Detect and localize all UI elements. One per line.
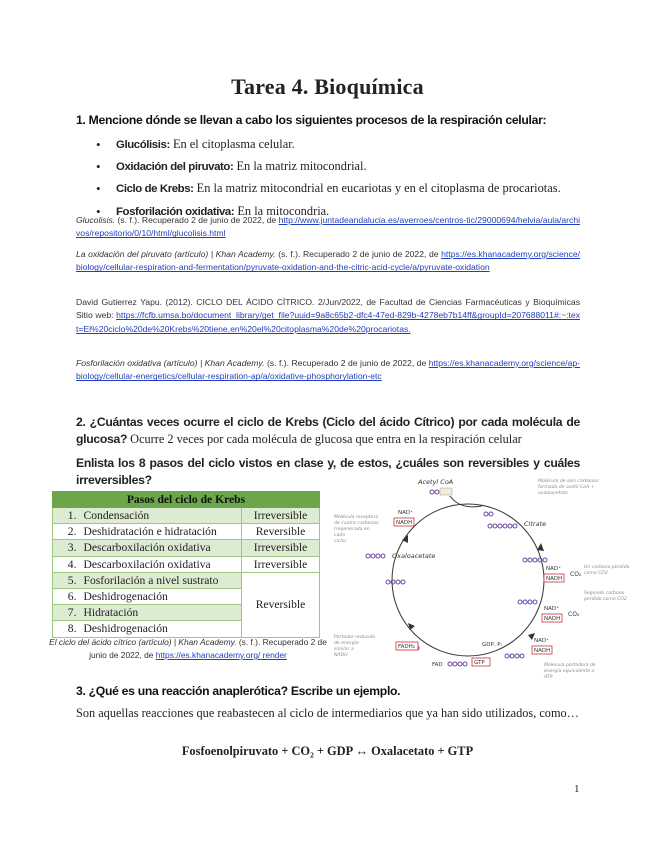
caption-body: (s. f.). Recuperado 2 de junio de 2022, de — [89, 637, 327, 660]
note-left-top-line: cada — [334, 533, 346, 538]
note-left-top-line: ciclo) — [334, 539, 347, 544]
question-1-heading: 1. Mencione dónde se llevan a cabo los siguientes procesos de la respiración celular: — [76, 113, 547, 127]
reference-glucolisis — [76, 214, 580, 241]
reference-title: Fosforilación oxidativa (artículo) | Khan Academy. — [76, 358, 265, 368]
citrate-label: Citrate — [524, 520, 547, 528]
step-name: Descarboxilación oxidativa — [81, 556, 242, 572]
reference-ciclo-acido-citrico — [76, 296, 580, 336]
step-name: Deshidratación e hidratación — [81, 524, 242, 540]
citrate-molecule — [488, 524, 517, 528]
nad-label-1: NAD⁺ — [546, 566, 562, 572]
oxaloacetate-label: Oxaloacetate — [392, 552, 436, 560]
reference-link[interactable]: https://es.khanacademy.org/science/ap-biology/cellular-energetics/cellular-respiration-ap/a/oxidative-phosphorylation-etc — [76, 358, 580, 382]
note-right-bottom-line: Molécula portadora de — [544, 663, 596, 668]
krebs-cycle-diagram — [332, 470, 630, 682]
process-list — [96, 134, 596, 223]
list-item-term: Glucólisis: — [116, 139, 170, 151]
question-2-heading: 2. ¿Cuántas veces ocurre el ciclo de Krebs (Ciclo del ácido Cítrico) por cada molécula de glucosa? — [76, 415, 580, 446]
note-left-top-line: de cuatro carbonos — [334, 521, 379, 526]
step-number: 7. — [53, 605, 81, 621]
note-right-bottom-line: energía equivalente a — [544, 669, 595, 674]
list-item-term: Oxidación del piruvato: — [116, 161, 234, 174]
note-right-top-line: Molécula de seis carbonos — [538, 479, 599, 484]
step-name: Fosforilación a nivel sustrato — [81, 572, 242, 588]
list-item-term: Fosforilación oxidativa: — [116, 205, 235, 218]
fadh2-label: FADH₂ — [398, 644, 415, 650]
question-3-heading: 3. ¿Qué es una reacción anaplerótica? Escribe un ejemplo. — [76, 684, 401, 698]
nad-label-4: NAD⁺ — [398, 510, 414, 516]
step-number: 2. — [53, 524, 81, 540]
nad-label-2: NAD⁺ — [544, 606, 560, 612]
reference-link[interactable]: https://es.khanacademy.org/science/biology/cellular-respiration-and-fermentation/pyruvate-oxidation-and-the-citric-acid-cycle/a/pyruvate-oxidation — [76, 249, 580, 273]
acetyl-molecule — [430, 488, 452, 495]
step-name: Condensación — [81, 508, 242, 524]
list-item — [96, 178, 596, 200]
reference-fosforilacion — [76, 357, 580, 384]
acetyl-coa-label: Acetyl CoA — [418, 478, 454, 486]
list-item-text: En la matriz mitocondrial en eucariotas y en el citoplasma de procariotas. — [193, 181, 561, 196]
step-number: 5. — [53, 572, 81, 588]
note-right-mid2-line: Segundo carbono — [584, 591, 625, 596]
co2-label-2: CO₂ — [568, 611, 580, 618]
table-header-row — [53, 492, 320, 508]
step-reversibility: Irreversible — [242, 556, 320, 572]
reference-body: David Gutierrez Yapu. (2012). CICLO DEL ÁCIDO CÍTRICO. 2/Jun/2022, de Facultad de Ciencias Farmacéuticas y Bioquímicas Sitio web: — [76, 297, 580, 321]
page-title: Tarea 4. Bioquímica — [231, 74, 424, 99]
table-caption — [48, 636, 328, 662]
step-name: Deshidrogenación — [81, 588, 242, 604]
nadh-label-2: NADH — [544, 616, 561, 622]
list-item-text: En el citoplasma celular. — [169, 137, 295, 151]
reference-body: (s. f.). Recuperado 2 de junio de 2022, de — [275, 249, 442, 259]
page-number: 1 — [574, 783, 580, 795]
table-header: Pasos del ciclo de Krebs — [53, 492, 320, 508]
step-number: 8. — [53, 621, 81, 637]
step-number: 6. — [53, 588, 81, 604]
note-right-mid-line: como CO2 — [584, 571, 608, 576]
step-reversibility: Irreversible — [242, 540, 320, 556]
table-row — [53, 524, 320, 540]
step-name: Deshidrogenación — [81, 621, 242, 637]
co2-label-1: CO₂ — [570, 571, 582, 578]
ring-arrow — [537, 543, 544, 551]
reference-title: Glucolisis. — [76, 215, 116, 225]
reference-piruvato — [76, 248, 580, 275]
reference-link[interactable]: https://fcfb.umsa.bo/document_library/get_file?uuid=9a8c65b2-dfc4-47ed-829b-4278eb7b14ff&groupId=207688011#:~:text=El%20ciclo%20de%20Krebs%20tiene,en%20el%20citoplasma%20de%20procariotas. — [76, 310, 580, 334]
nadh-label-1: NADH — [546, 576, 563, 582]
side-notes — [334, 477, 630, 680]
caption-title: El ciclo del ácido cítrico (artículo) | Khan Academy. — [49, 637, 237, 647]
gdp-label: GDP, Pᵢ — [482, 642, 502, 648]
step-reversibility-merged: Reversible — [242, 572, 320, 637]
fad-label: FAD — [432, 662, 443, 668]
table-row — [53, 508, 320, 524]
nadh-label-4: NADH — [396, 520, 413, 526]
reference-link[interactable]: http://www.juntadeandalucia.es/averroes/centros-tic/29000694/helvia/aula/archivos/repositorio/0/10/html/glucolisis.html — [76, 215, 581, 239]
steps-prompt-text: Enlista los 8 pasos del ciclo vistos en clase y, de estos, ¿cuáles son reversibles y cuáles irreversibles? — [76, 456, 580, 487]
krebs-steps-table — [52, 491, 320, 638]
reference-body: (s. f.). Recuperado 2 de junio de 2022, de — [115, 215, 279, 225]
note-right-mid-line: Un carbono perdido — [584, 565, 630, 570]
step-reversibility: Irreversible — [242, 508, 320, 524]
step-number: 3. — [53, 540, 81, 556]
question-2-answer: Ocurre 2 veces por cada molécula de glucosa que entra en la respiración celular — [127, 432, 522, 446]
note-right-top-line: formada de acetil CoA + — [538, 485, 595, 490]
step-name: Hidratación — [81, 605, 242, 621]
ring-arrow — [408, 623, 415, 630]
table-row — [53, 540, 320, 556]
table-row — [53, 572, 320, 588]
note-right-bottom-line: ATP — [544, 675, 553, 680]
anaplerotic-equation: Fosfoenolpiruvato + CO₂ + GDP ↔ Oxalacetato + GTP — [181, 744, 474, 758]
list-item — [96, 156, 596, 178]
reference-title: La oxidación del piruvato (artículo) | Khan Academy. — [76, 249, 276, 259]
list-item-term: Ciclo de Krebs: — [116, 183, 194, 196]
list-item-text: En la mitocondria. — [234, 203, 330, 218]
note-left-top-line: (regenerada en — [334, 527, 370, 532]
nad-label-3: NAD⁺ — [534, 638, 550, 644]
step-name: Descarboxilación oxidativa — [81, 540, 242, 556]
note-left-bottom-line: similar a — [334, 647, 354, 652]
list-item — [96, 134, 596, 156]
question-2-paragraph — [76, 414, 580, 448]
reference-body: (s. f.). Recuperado 2 de junio de 2022, de — [264, 358, 429, 368]
cycle-ring — [392, 504, 547, 656]
caption-link[interactable]: https://es.khanacademy.org/ — [155, 650, 261, 660]
note-right-top-line: oxaloacetato — [538, 491, 568, 496]
note-right-mid2-line: perdido como CO2 — [584, 597, 627, 602]
step-reversibility: Reversible — [242, 524, 320, 540]
question-3-answer: Son aquellas reacciones que reabastecen al ciclo de intermediarios que ya han sido utilizados, como… — [76, 706, 579, 720]
step-number: 1. — [53, 508, 81, 524]
oxaloacetate-molecule — [366, 554, 385, 558]
ring-arrow — [402, 535, 408, 543]
caption-tail[interactable]: render — [260, 650, 287, 660]
nadh-label-3: NADH — [534, 648, 551, 654]
gtp-label: GTP — [474, 660, 485, 666]
table-row — [53, 556, 320, 572]
note-left-bottom-line: Portador reducido — [334, 635, 376, 640]
note-left-bottom-line: NADH — [334, 653, 348, 658]
note-left-bottom-line: de energía — [334, 641, 359, 646]
list-item-text: En la matriz mitocondrial. — [233, 159, 367, 174]
step-number: 4. — [53, 556, 81, 572]
note-left-top-line: Molécula receptora — [334, 515, 379, 520]
